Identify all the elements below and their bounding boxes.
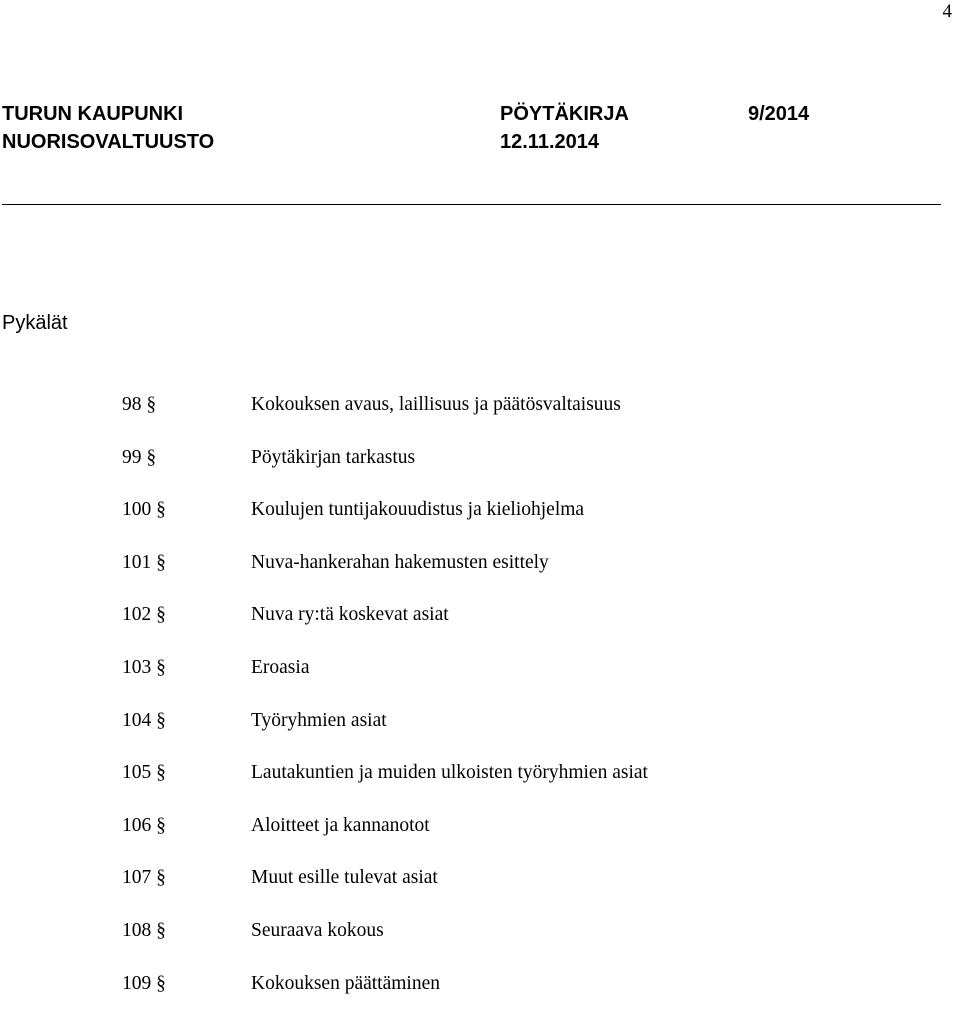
list-item <box>0 550 940 603</box>
minutes-number: 9/2014 <box>748 103 810 125</box>
document-header <box>2 100 942 156</box>
section-number: 104 § <box>122 709 166 731</box>
list-item <box>0 865 940 918</box>
list-item <box>0 708 940 761</box>
section-heading: Aloitteet ja kannanotot <box>251 814 430 836</box>
section-heading: Seuraava kokous <box>251 919 384 941</box>
organization-name: TURUN KAUPUNKI <box>2 103 184 125</box>
section-number: 100 § <box>122 499 166 521</box>
page-number: 4 <box>942 1 952 22</box>
section-number: 102 § <box>122 604 166 626</box>
section-number: 101 § <box>122 551 166 573</box>
section-number: 103 § <box>122 656 166 678</box>
section-heading: Kokouksen päättäminen <box>251 972 440 994</box>
list-item <box>0 918 940 971</box>
section-heading: Työryhmien asiat <box>251 709 387 731</box>
sections-list <box>0 392 940 1023</box>
list-item <box>0 392 940 445</box>
section-number: 106 § <box>122 814 166 836</box>
list-item <box>0 655 940 708</box>
meeting-date: 12.11.2014 <box>500 131 599 153</box>
section-number: 99 § <box>122 446 157 468</box>
section-heading: Muut esille tulevat asiat <box>251 867 438 889</box>
list-item <box>0 760 940 813</box>
section-number: 109 § <box>122 972 166 994</box>
list-item <box>0 602 940 655</box>
section-heading: Nuva ry:tä koskevat asiat <box>251 604 449 626</box>
section-heading: Koulujen tuntijakouudistus ja kieliohjelma <box>251 499 585 521</box>
section-title: Pykälät <box>2 312 68 334</box>
section-number: 105 § <box>122 762 166 784</box>
section-heading: Eroasia <box>251 656 310 678</box>
list-item <box>0 497 940 550</box>
body-name: NUORISOVALTUUSTO <box>2 131 215 153</box>
section-heading: Kokouksen avaus, laillisuus ja päätösvaltaisuus <box>251 394 621 415</box>
section-number: 108 § <box>122 919 166 941</box>
header-row-2 <box>2 128 942 156</box>
section-number: 98 § <box>122 394 157 415</box>
document-type: PÖYTÄKIRJA <box>500 103 629 125</box>
list-item <box>0 445 940 498</box>
section-heading: Pöytäkirjan tarkastus <box>251 446 416 468</box>
section-heading: Lautakuntien ja muiden ulkoisten työryhmien asiat <box>251 762 648 784</box>
header-row-1 <box>2 100 942 128</box>
header-divider <box>2 204 941 205</box>
section-number: 107 § <box>122 867 166 889</box>
list-item <box>0 813 940 866</box>
section-heading: Nuva-hankerahan hakemusten esittely <box>251 551 549 573</box>
